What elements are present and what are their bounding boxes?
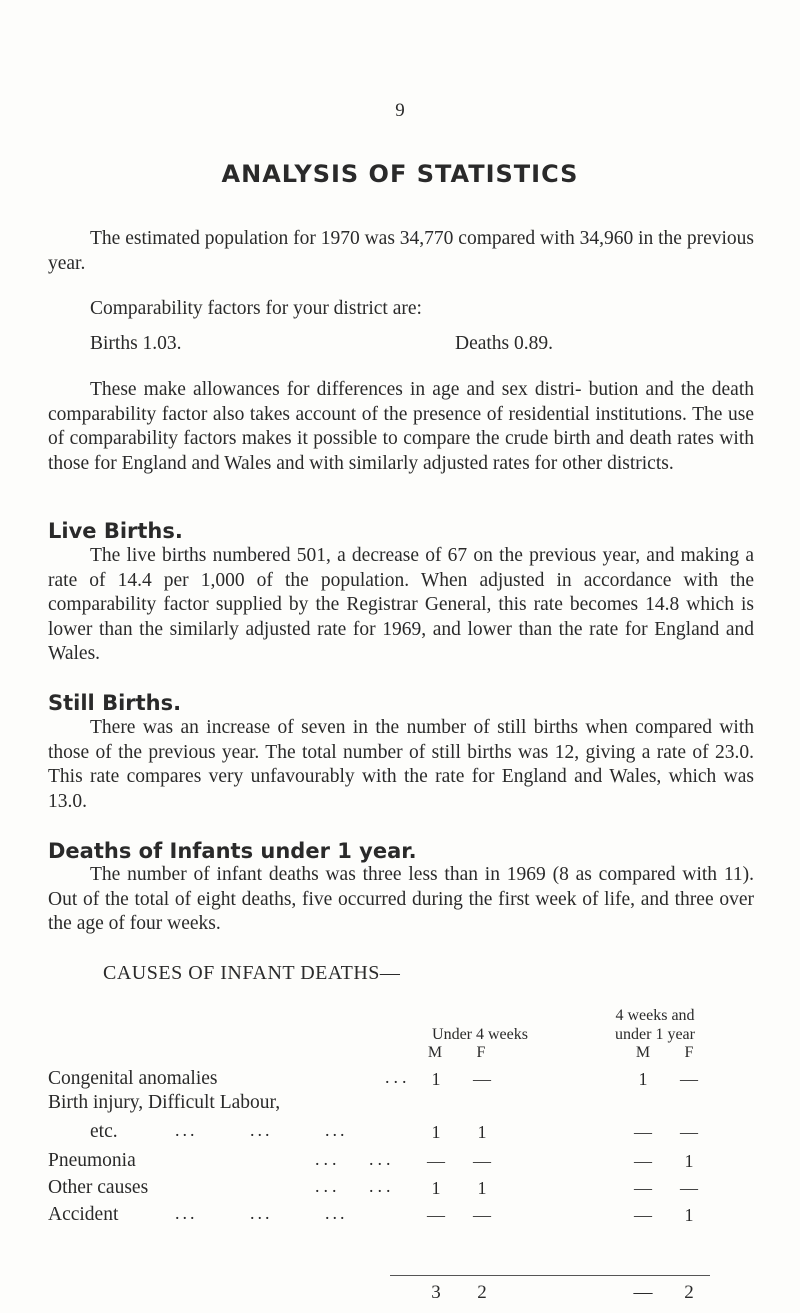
cause-label: Other causes — [48, 1177, 149, 1198]
cell-year-f: 1 — [684, 1205, 694, 1225]
cell-year-m: 1 — [638, 1069, 648, 1089]
cell-under4-f: — — [473, 1151, 491, 1171]
col-group-under-4-weeks: Under 4 weeks — [432, 1026, 528, 1043]
cell-under4-m: — — [427, 1205, 445, 1225]
totals-rule — [390, 1275, 710, 1276]
total-under4-m: 3 — [431, 1282, 441, 1303]
leader-dots: ... ... ... — [175, 1120, 348, 1140]
leader-dots: ... ... — [315, 1176, 395, 1196]
cell-under4-f: 1 — [477, 1178, 487, 1198]
population-paragraph: The estimated population for 1970 was 34,770 compared with 34,960 in the previous year. — [48, 228, 754, 274]
cell-year-f: 1 — [684, 1151, 694, 1171]
cell-year-m: — — [634, 1122, 652, 1142]
infant-deaths-heading: Deaths of Infants under 1 year. — [48, 839, 417, 863]
still-births-heading: Still Births. — [48, 691, 182, 715]
cell-year-f: — — [680, 1069, 698, 1089]
cell-year-m: — — [634, 1205, 652, 1225]
leader-dots: ... ... — [315, 1149, 395, 1169]
cell-year-f: — — [680, 1122, 698, 1142]
sub-header-f: F — [684, 1044, 694, 1061]
total-year-m: — — [633, 1282, 653, 1303]
cell-under4-m: 1 — [431, 1178, 441, 1198]
cell-under4-m: — — [427, 1151, 445, 1171]
allowances-paragraph: These make allowances for differences in age and sex distri- bution and the death comparability factor also takes account of the presence of residential institutions. The use of comparability factors makes it possible to compare the crude birth and death rates with those for England and Wales and with similarly adjusted rates for other districts. — [48, 379, 754, 474]
cause-label: Birth injury, Difficult Labour, — [48, 1092, 281, 1113]
cause-label: Pneumonia — [48, 1150, 136, 1171]
table-title: CAUSES OF INFANT DEATHS— — [103, 962, 401, 984]
cell-year-m: — — [634, 1151, 652, 1171]
infant-deaths-paragraph: The number of infant deaths was three less than in 1969 (8 as compared with 11). Out of the total of eight deaths, five occurred during the first week of life, and three over the age of four weeks. — [48, 864, 754, 934]
deaths-factor: Deaths 0.89. — [455, 333, 554, 354]
total-under4-f: 2 — [477, 1282, 487, 1303]
leader-dots: ... ... ... — [175, 1203, 348, 1223]
cause-label: Congenital anomalies — [48, 1068, 218, 1089]
still-births-paragraph: There was an increase of seven in the number of still births when compared with those of the previous year. The total number of still births was 12, giving a rate of 23.0. This rate compares very unfavourably with the rate for England and Wales, which was 13.0. — [48, 717, 754, 812]
page-title: ANALYSIS OF STATISTICS — [221, 160, 579, 188]
live-births-paragraph: The live births numbered 501, a decrease of 67 on the previous year, and making a rate of 14.4 per 1,000 of the population. When adjusted in accordance with the comparability factor supplied by the Registrar General, this rate becomes 14.8 which is lower than the similarly adjusted rate for 1969, and lower than the rate for England and Wales. — [48, 545, 754, 664]
cell-under4-f: 1 — [477, 1122, 487, 1142]
live-births-heading: Live Births. — [48, 519, 183, 543]
cell-year-f: — — [680, 1178, 698, 1198]
cell-under4-f: — — [473, 1069, 491, 1089]
cell-under4-m: 1 — [431, 1069, 441, 1089]
cause-label-continued: etc. — [90, 1121, 118, 1142]
cell-under4-f: — — [473, 1205, 491, 1225]
total-year-f: 2 — [684, 1282, 694, 1303]
cell-year-m: — — [634, 1178, 652, 1198]
col-group-4-weeks-line2: under 1 year — [615, 1026, 695, 1043]
page-number: 9 — [395, 100, 405, 121]
factors-intro: Comparability factors for your district are: — [90, 298, 422, 319]
sub-header-m: M — [635, 1044, 651, 1061]
cell-under4-m: 1 — [431, 1122, 441, 1142]
col-group-4-weeks-line1: 4 weeks and — [615, 1007, 695, 1024]
leader-dots: ... — [385, 1067, 411, 1087]
sub-header-m: M — [427, 1044, 443, 1061]
sub-header-f: F — [476, 1044, 486, 1061]
cause-label: Accident — [48, 1204, 119, 1225]
births-factor: Births 1.03. — [90, 333, 182, 354]
